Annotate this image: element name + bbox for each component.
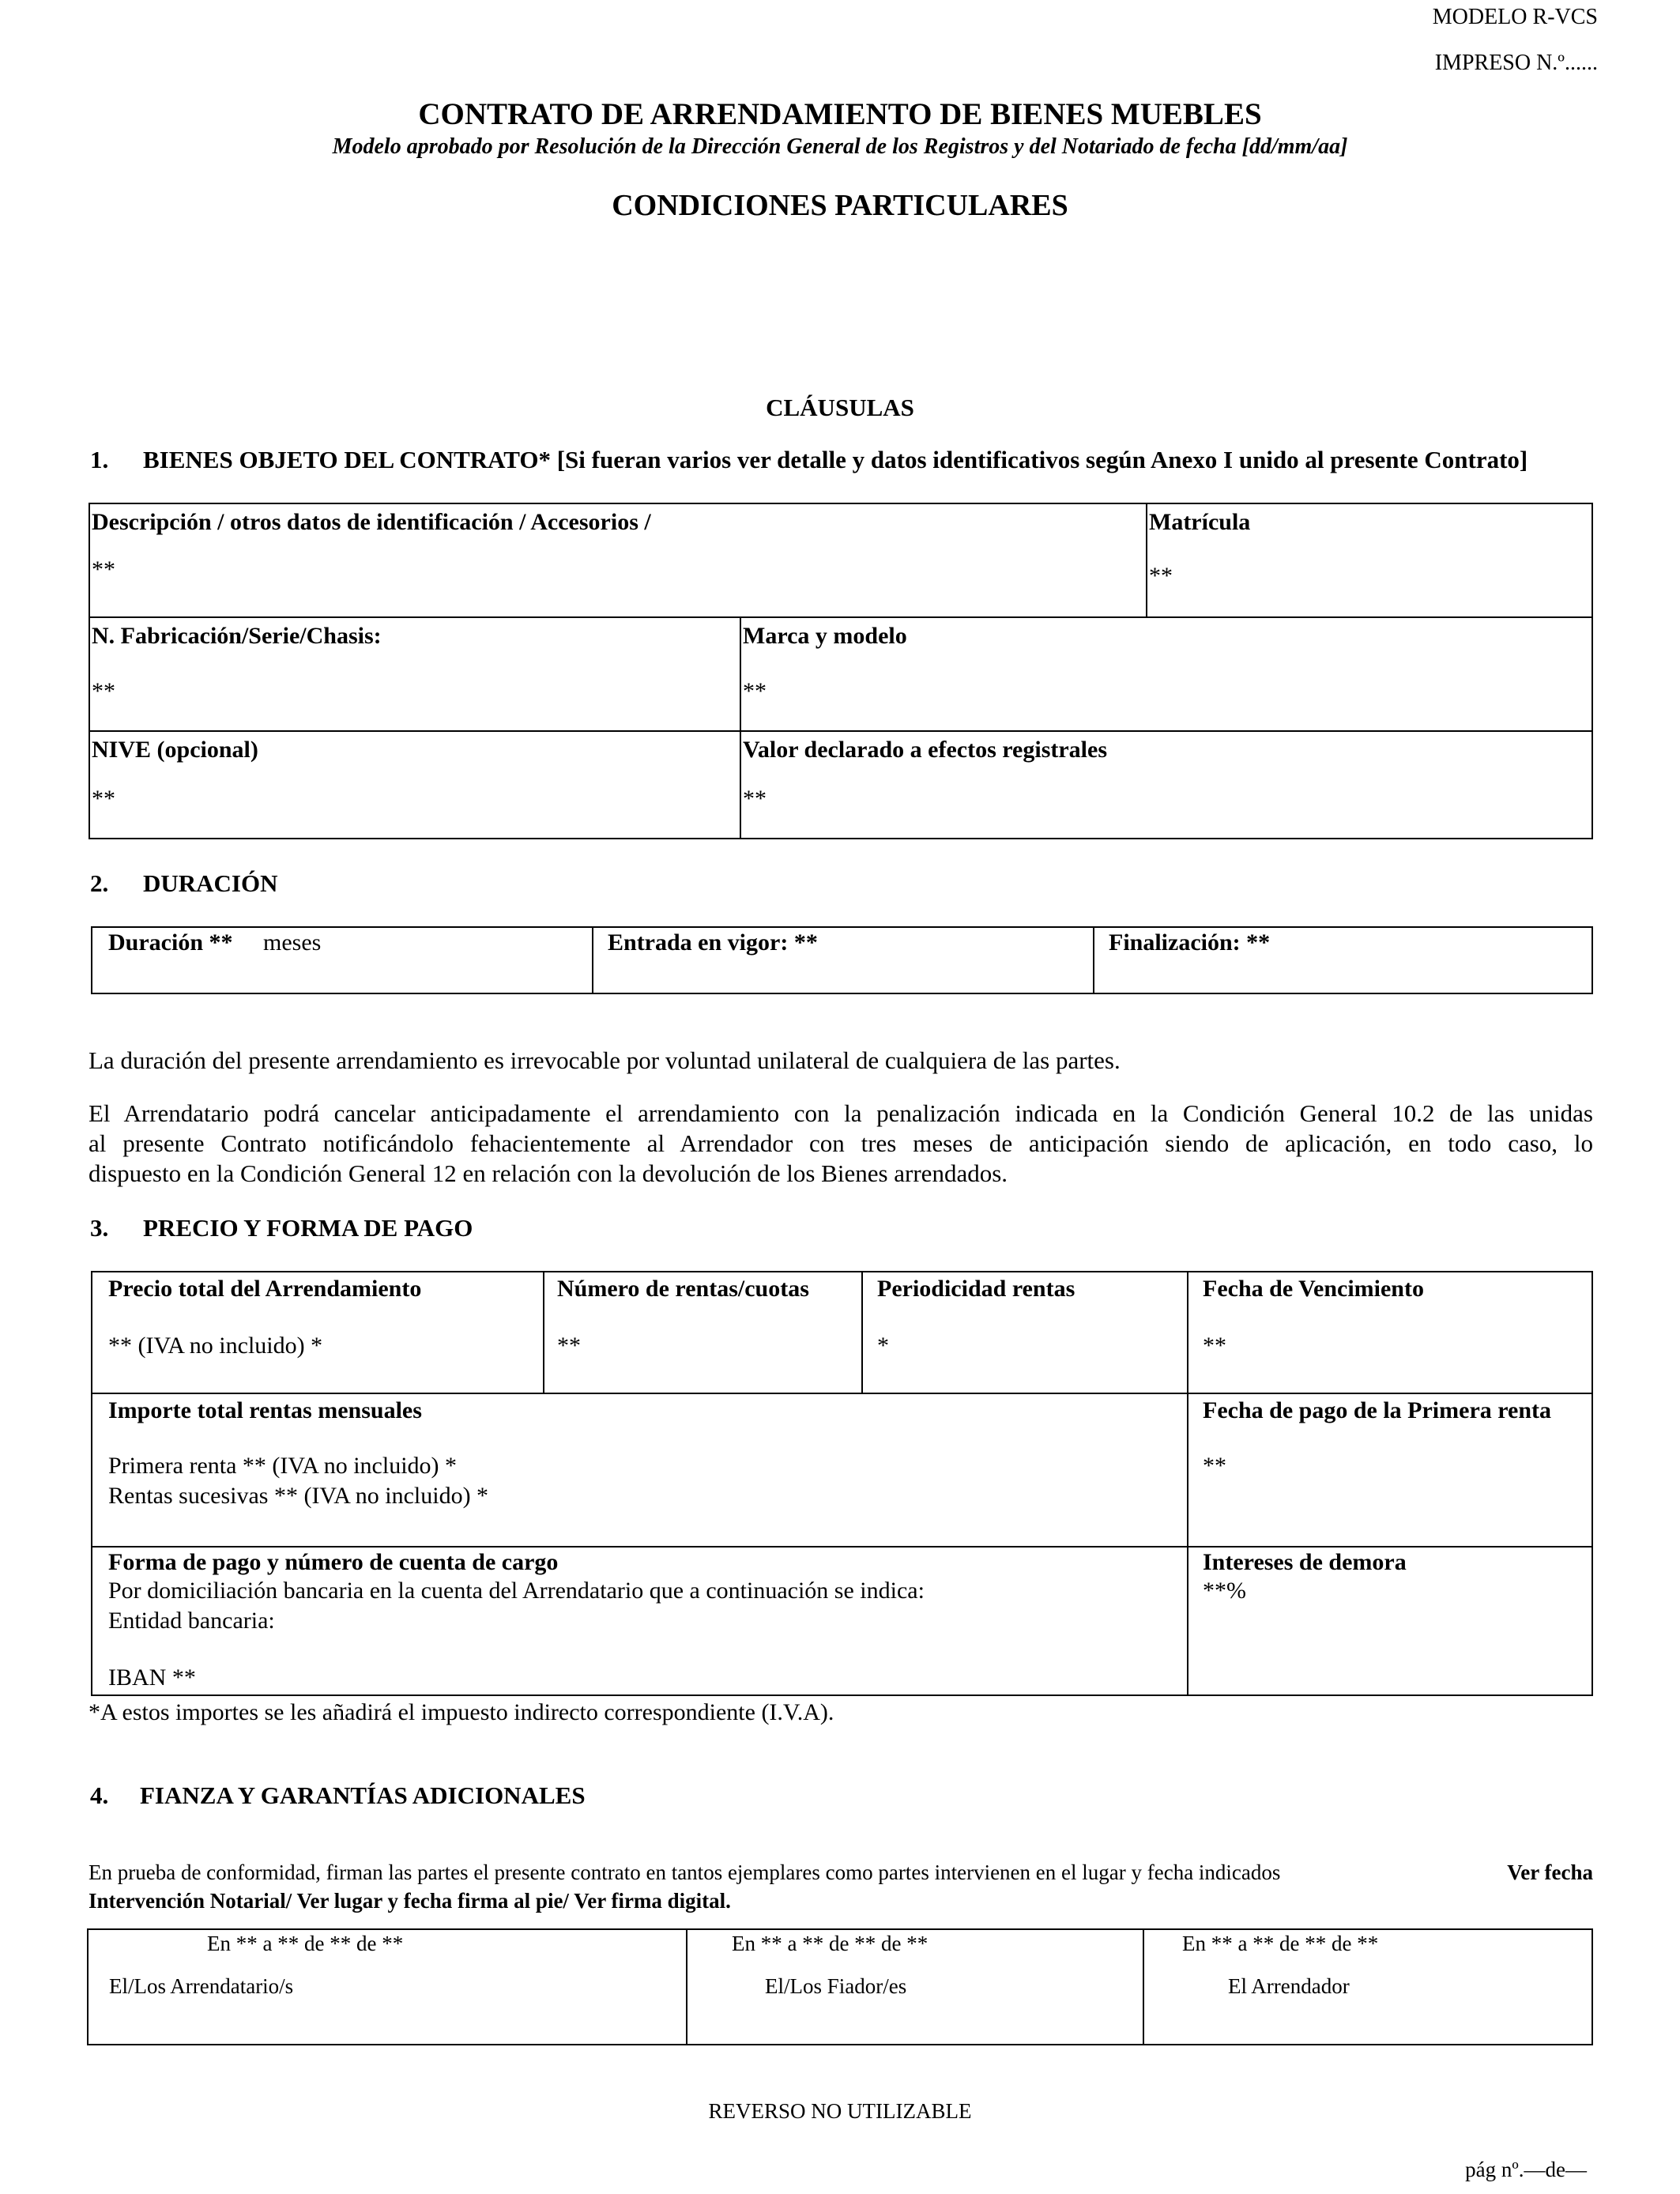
fecha-primera-cell [1187,1393,1593,1547]
page-number: pág nº.—de— [1465,2158,1587,2181]
rentas-sucesivas: Rentas sucesivas ** (IVA no incluido) * [108,1483,489,1509]
firma-arrendatario-fecha: En ** a ** de ** de ** [207,1932,404,1955]
primera-renta: Primera renta ** (IVA no incluido) * [108,1453,458,1479]
periodicidad-value: * [877,1333,889,1359]
periodicidad-cell [861,1271,1188,1394]
vencimiento-label: Fecha de Vencimiento [1203,1276,1424,1302]
marca-label: Marca y modelo [743,623,907,649]
fabricacion-label: N. Fabricación/Serie/Chasis: [92,623,382,649]
descripcion-cell [89,503,1147,618]
duracion-paragraph-1: La duración del presente arrendamiento es irrevocable por voluntad unilateral de cualquiera de las partes. [89,1046,1121,1074]
firma-fiador-fecha: En ** a ** de ** de ** [732,1932,929,1955]
conformidad-text: En prueba de conformidad, firman las partes el presente contrato en tantos ejemplares como partes intervienen en el lugar y fecha indicados [89,1860,1281,1884]
descripcion-value: ** [92,556,115,582]
duracion-unit: meses [263,929,322,956]
importe-cell [91,1393,1188,1547]
duracion-paragraph-2-line-2: al presente Contrato notificándolo fehacientemente al Arrendador con tres meses de anticipación siendo de aplicación, en todo caso, lo [89,1129,1593,1157]
valor-value: ** [743,786,767,812]
section-1-number: 1. [90,446,109,473]
marca-cell [740,616,1593,732]
firma-arrendatario-parte: El/Los Arrendatario/s [109,1974,294,1998]
vencimiento-cell [1187,1271,1593,1394]
precio-value: ** (IVA no incluido) * [108,1333,323,1359]
fecha-primera-label: Fecha de pago de la Primera renta [1203,1397,1552,1423]
valor-cell [740,730,1593,839]
document-subtitle: Modelo aprobado por Resolución de la Dirección General de los Registros y del Notariado de fecha [dd/mm/aa] [332,134,1348,159]
duracion-paragraph-2-line-3: dispuesto en la Condición General 12 en relación con la devolución de los Bienes arrendados. [89,1159,1008,1187]
numero-rentas-cell [543,1271,863,1394]
matricula-cell [1146,503,1593,618]
forma-pago-label: Forma de pago y número de cuenta de cargo [108,1549,559,1575]
section-1-heading: BIENES OBJETO DEL CONTRATO* [Si fueran varios ver detalle y datos identificativos según Anexo I unido al presente Contrato] [143,446,1528,473]
vencimiento-value: ** [1203,1333,1226,1359]
valor-label: Valor declarado a efectos registrales [743,737,1108,763]
clausulas-title: CLÁUSULAS [766,394,914,421]
importe-label: Importe total rentas mensuales [108,1397,422,1423]
precio-cell [91,1271,544,1394]
descripcion-label: Descripción / otros datos de identificación / Accesorios / [92,509,651,535]
firma-fiador-parte: El/Los Fiador/es [765,1974,907,1998]
matricula-label: Matrícula [1149,509,1251,535]
conformidad-line-2: Intervención Notarial/ Ver lugar y fecha firma al pie/ Ver firma digital. [89,1889,731,1913]
entidad-bancaria: Entidad bancaria: [108,1608,275,1634]
section-3-number: 3. [90,1214,109,1242]
finalizacion-cell [1093,926,1593,994]
firma-arrendador-cell [1143,1928,1593,2045]
section-3-heading: PRECIO Y FORMA DE PAGO [143,1214,473,1242]
firma-arrendador-parte: El Arrendador [1228,1974,1350,1998]
conformidad-line-1 [89,1860,1593,1885]
section-2-number: 2. [90,869,109,897]
duracion-label: Duración ** [108,929,233,956]
section-title: CONDICIONES PARTICULARES [612,189,1068,222]
firma-arrendatario-cell [87,1928,687,2045]
conformidad-ver-fecha: Ver fecha [1507,1860,1593,1884]
forma-pago-line-1: Por domiciliación bancaria en la cuenta del Arrendatario que a continuación se indica: [108,1578,925,1604]
modelo-code: MODELO R-VCS [1432,5,1598,29]
numero-rentas-value: ** [557,1333,581,1359]
precio-label: Precio total del Arrendamiento [108,1276,422,1302]
forma-pago-cell [91,1546,1188,1696]
firma-fiador-cell [686,1928,1144,2045]
entrada-label: Entrada en vigor: ** [608,929,818,956]
section-4-number: 4. [90,1781,109,1809]
periodicidad-label: Periodicidad rentas [877,1276,1075,1302]
nive-cell [89,730,741,839]
matricula-value: ** [1149,563,1173,589]
section-2-heading: DURACIÓN [143,869,278,897]
numero-rentas-label: Número de rentas/cuotas [557,1276,809,1302]
fecha-primera-value: ** [1203,1453,1226,1479]
intereses-label: Intereses de demora [1203,1549,1407,1575]
duracion-cell [91,926,593,994]
intereses-value: **% [1203,1578,1246,1604]
fabricacion-value: ** [92,678,115,704]
iva-footnote: *A estos importes se les añadirá el impuesto indirecto correspondiente (I.V.A). [89,1699,834,1725]
finalizacion-label: Finalización: ** [1109,929,1271,956]
section-4-heading: FIANZA Y GARANTÍAS ADICIONALES [140,1781,586,1809]
fabricacion-cell [89,616,741,732]
reverso-notice: REVERSO NO UTILIZABLE [708,2099,972,2123]
entrada-cell [592,926,1094,994]
marca-value: ** [743,678,767,704]
nive-value: ** [92,786,115,812]
impreso-number: IMPRESO N.º...... [1434,51,1598,75]
nive-label: NIVE (opcional) [92,737,258,763]
firma-arrendador-fecha: En ** a ** de ** de ** [1182,1932,1379,1955]
document-title: CONTRATO DE ARRENDAMIENTO DE BIENES MUEBLES [418,97,1262,131]
iban-value: IBAN ** [108,1664,196,1691]
duracion-paragraph-2-line-1: El Arrendatario podrá cancelar anticipadamente el arrendamiento con la penalización indicada en la Condición General 10.2 de las unidas [89,1099,1593,1127]
intereses-cell [1187,1546,1593,1696]
